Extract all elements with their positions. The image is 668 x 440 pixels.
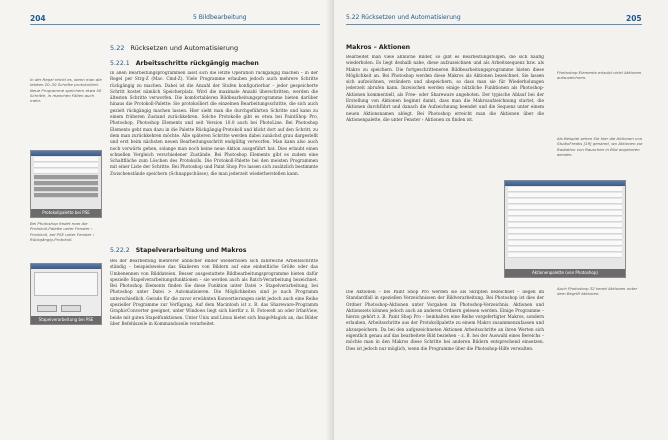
right-page <box>334 0 668 440</box>
right-margin-note-2: Als Beispiel sehen Sie hier die Aktionen von StudioFreaks [19] genannt, wo Aktionen zur Radiation von Rauschen in Bild angeboten werden. <box>557 136 643 157</box>
left-page-number: 204 <box>30 14 46 23</box>
right-margin-note-1: Photoshop Elements erlaubt nicht Aktionen aufzuzeichnen. <box>557 70 642 81</box>
left-running-head: 5 Bildbearbeitung <box>193 14 247 21</box>
subsection-heading-1: 5.22.1 Arbeitsschritte rückgängig machen <box>110 60 259 67</box>
macros-body-text-1: Bearbeitet man viele ähnliche Bilder, so gibt es Bearbeitungsfolgen, die sich häufig wiederholen. Es liegt deshalb nahe, diese aufzuzeichnen und als Arbeitssequenz bzw. als Makro zu speichern. Die fortgeschritteneren Bildbearbeitungsprogramme bieten diese Möglichkeit an. Bei Photoshop werden diese Makros als Aktionen bezeichnet. Sie lassen sich aufzeichnen, verändern und abspeichern, so dass man sie für Wiederholungen jederzeit abrufen kann. Inzwischen werden einige nützliche Funktionen als Photoshop-Aktionen kommerziell, als Free- oder Shareware angeboten. Der typische Ablauf bei der Erstellung von Aktionen beginnt damit, dass man die Makroaufzeichnung startet, die Aktionen durchführt und danach die Aufzeichnung beendet und die Sequenz unter einem neuen Aktionsnamen ablegt. Bei Photoshop erreicht man die Aktionen über die Aktionenpalette, die unter Fenster › Aktionen zu finden ist. <box>346 55 544 123</box>
right-header-rule <box>346 24 642 25</box>
macros-body-text-2: Die Aktionen – bei Paint Shop Pro werden sie als Skripten bezeichnet – liegen im Standardfall in speziellen Verzeichnissen der Bildverarbeitung. Bei Photoshop ist dies der Ordner Photoshop-Aktionen unter Vorgaben im Photoshop-Verzeichnis. Aktionen und Aktionssets können jedoch auch an anderen Ordnern gelesen werden. Einige Programme – hierzu gehört z. B. Paint Shop Pro – beinhalten eine Reihe vorgefertigter Makros, sondern erlauben, Arbeitsschritte aus der Protokollpalette zu einem Makro zusammenzufassen und abzuspeichern. Da bei den aufgezeichneten Aktionen Arbeitsschritte an ihren Werten sich eigentlich genau auf das bearbeitete Bild beziehen – z. B. bei der Auswahl eines Bereichs – möchte man in den Makros diese Schritte bei anderen Bildern entsprechend einsetzen. Dies ist jedoch nur möglich, wenn die Programme über die Photoshop-Hilfe verwalten. <box>346 290 544 352</box>
actions-palette-caption: Aktionenpalette (von Photoshop) <box>505 269 625 277</box>
sub1-body-text: In allen Bearbeitungsprogrammen lässt sich die letzte Operation rückgängig machen – in der Regel per Strg-Z (Mac: Cmd-Z). Viele Programme erlauben jedoch auch mehrere Schritte rückgängig zu machen. Dabei ist die Anzahl der Stufen konfigurierbar – jeder gespeicherte Schritt kostet nämlich Speicherplatz. Wird die maximale Anzahl überschritten, werden die ältesten Schritte verworfen. Die komfortableren Bildbearbeitungsprogramme bieten darüber hinaus die Protokoll-Palette: Sie protokolliert die einzelnen Bearbeitungsschritte, die sich auch gezielt rückgängig machen lassen. Hier sieht man die durchgeführten Schritte und kann zu einem früheren Zustand zurückkehren. Solche Protokolle gibt es etwa bei PaintShop Pro, Photoshop, Photoshop Elements und seit Version 10.0 auch bei PhotoLine. Bei Photoshop Elements geht man dazu in die Palette Rückgängig-Protokoll und klickt dort auf den Schritt, zu dem man zurückkehren möchte. Alle späteren Schritte werden dabei zunächst grau dargestellt und erst beim nächsten neuen Bearbeitungsschritt endgültig verworfen. Man kann also auch noch vorwärts gehen, solange man noch keine neue Aktion ausgeführt hat. Dies erlaubt einen schnellen Vergleich verschiedener Zustände. Bei Photoshop Elements gibt es zudem eine Schaltfläche zum Löschen des Protokolls. Die Protokoll-Palette bei den meisten Programmen mit einer Liste der Schritte. Bei Photoshop und Paint Shop Pro lassen sich zusätzlich bestimmte Zwischenstände speichern (Schnappschüsse), die man jederzeit wiederherstellen kann. <box>110 71 318 177</box>
history-palette-screenshot <box>30 150 102 218</box>
right-running-head: 5.22 Rücksetzen und Automatisierung <box>346 14 461 21</box>
right-margin-note-3: Auch Photoshop 32 kennt Aktionen unter dem Begriff Aktionen. <box>557 286 638 297</box>
macros-heading: Makros – Aktionen <box>346 44 411 51</box>
section-heading: 5.22 Rücksetzen und Automatisierung <box>110 44 239 52</box>
batch-dialog-caption: Stapelverarbeitung bei PSE <box>31 316 101 324</box>
sub2-body-text: Bei der Bearbeitung mehrerer ähnlicher Bilder wiederholen sich zahlreiche Arbeitsschritte ständig – beispielsweise das Skalieren von Bildern auf eine einheitliche Größe oder das Umbenennen von Bilddateien. Besser ausgestattete Bildbearbeitungsprogramme bieten dafür spezielle Stapelverarbeitungsfunktionen – sie werden auch als Batch-Verarbeitung bezeichnet. Bei Photoshop Elements finden Sie diese Funktion unter Datei > Stapelverarbeitung, bei Photoshop unter Datei > Automatisieren. Die Möglichkeiten sind je nach Programm unterschiedlich. Gerade für die zuvor erwähnten Konvertierungen sieht jedoch auch eine Reihe spezieller Programme zur Verfügung. Auf dem Macintosh ist z. B. das Shareware-Programm GraphicConverter geeignet, unter Windows liegt sich hierfür z. B. Fotowelt an oder IrfanView, beide mit guten Stapelfunktionen. Unter Unix und Linux bietet sich ImageMagick an, das Bilder über Befehlszeile in Kommandozeile verarbeitet. <box>110 259 318 327</box>
history-palette-caption: Protokollpalette bei PSE <box>31 209 101 217</box>
margin-note-2: Bei Photoshop findet man die Protokoll-Palette unter Fenster › Protokoll, bei PSE unter Fenster › Rückgängig-Protokoll. <box>30 221 95 242</box>
margin-note-1: In der Regel reicht es, wenn man die letzten 20–30 Schritte protokolliert. Neue Programme speichern etwa 50 Schritte, in manchen Fällen auch mehr. <box>30 77 102 104</box>
actions-palette-screenshot <box>504 180 626 278</box>
subsection-heading-2: 5.22.2 Stapelverarbeitung und Makros <box>110 247 247 254</box>
left-header-rule <box>30 24 320 25</box>
batch-dialog-screenshot <box>30 263 102 325</box>
right-page-number: 205 <box>626 14 642 23</box>
